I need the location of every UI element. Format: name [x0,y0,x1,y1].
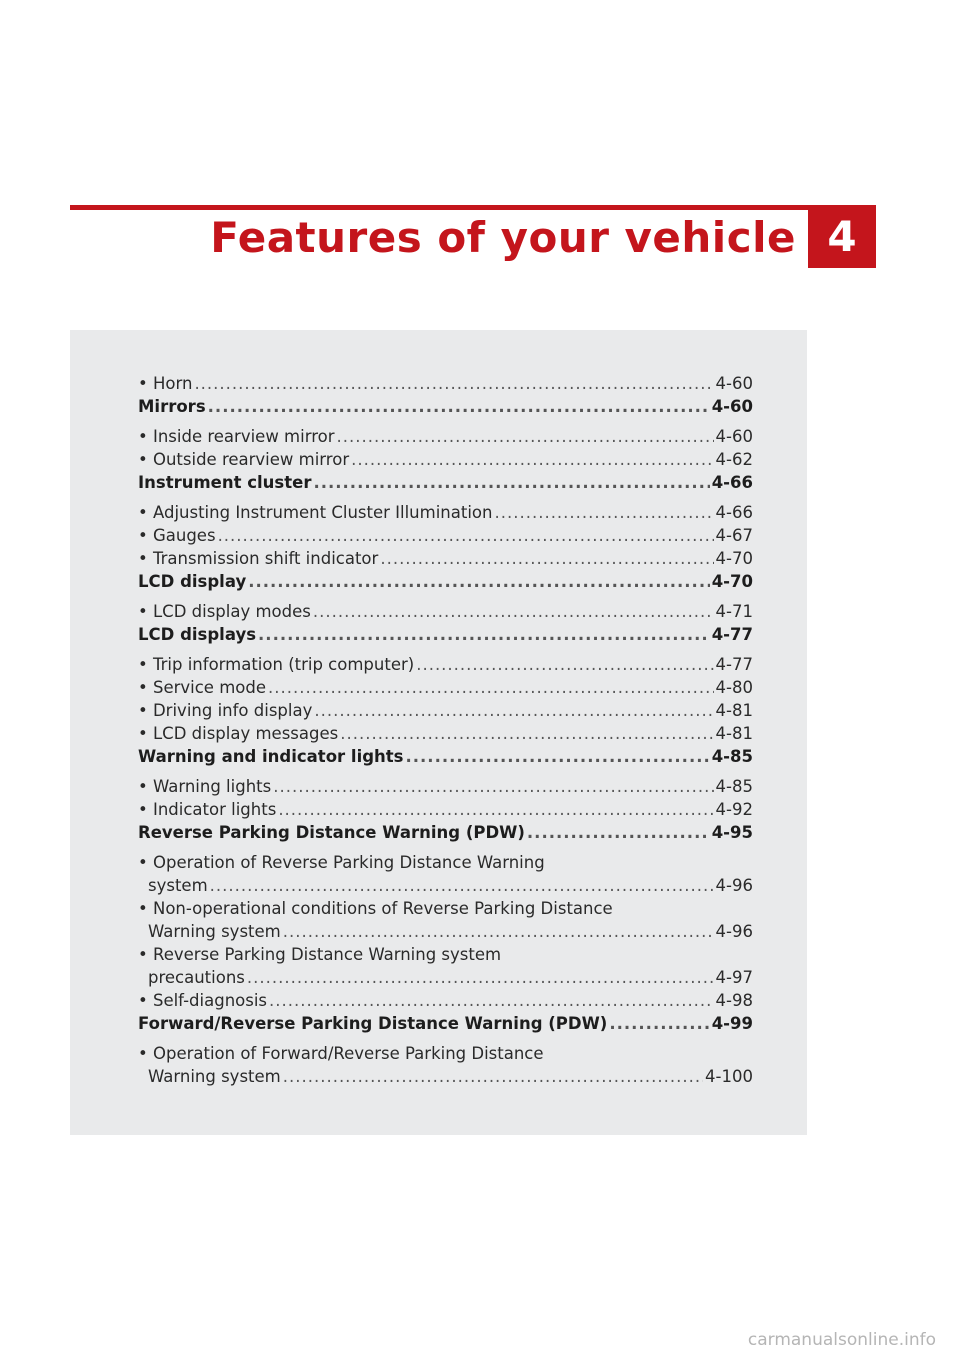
dot-leader [278,798,713,821]
toc-entry-label: • Operation of Reverse Parking Distance Warning [138,853,545,872]
toc-section-heading[interactable] [138,471,753,494]
chapter-number-badge: 4 [808,205,876,268]
toc-entry-page: 4-71 [715,602,753,621]
toc-entry-page: 4-60 [715,374,753,393]
toc-entry[interactable] [138,897,753,943]
dot-leader [273,775,713,798]
toc-entry-label: • Non-operational conditions of Reverse Parking Distance [138,899,613,918]
chapter-title: Features of your vehicle [210,213,796,262]
toc-entry-page: 4-67 [715,526,753,545]
toc-section-heading[interactable] [138,1012,753,1035]
toc-entry[interactable] [138,372,753,395]
toc-entry-page: 4-62 [715,450,753,469]
dot-leader [406,745,710,768]
toc-entry-page: 4-100 [705,1067,753,1086]
toc-entry-page: 4-70 [715,549,753,568]
dot-leader [208,395,710,418]
dot-leader [527,821,710,844]
toc-entry[interactable] [138,524,753,547]
toc-entry-page: 4-99 [711,1014,753,1033]
toc-entry-page: 4-85 [711,747,753,766]
toc-entry-continuation [138,920,753,943]
toc-entry[interactable] [138,547,753,570]
toc-entry-label: • Transmission shift indicator [138,549,379,568]
toc-entry-label: • Indicator lights [138,800,277,819]
toc-entry-label: Forward/Reverse Parking Distance Warning (PDW) [138,1014,608,1033]
dot-leader [268,676,714,699]
toc-entry-page: 4-60 [715,427,753,446]
dot-leader [247,966,714,989]
watermark: carmanualsonline.info [747,1330,936,1350]
dot-leader [283,1065,703,1088]
toc-entry-label: • Horn [138,374,193,393]
toc-entry-page: 4-97 [715,968,753,987]
toc-section-heading[interactable] [138,745,753,768]
toc-entry-page: 4-80 [715,678,753,697]
dot-leader [380,547,713,570]
dot-leader [416,653,713,676]
dot-leader [609,1012,709,1035]
toc-entry-label: • Outside rearview mirror [138,450,350,469]
toc-section-heading[interactable] [138,821,753,844]
toc-entry-label: • Inside rearview mirror [138,427,335,446]
toc-entry-label: • Reverse Parking Distance Warning system [138,945,502,964]
toc-entry-page: 4-70 [711,572,753,591]
toc-entry-label: • LCD display messages [138,724,339,743]
toc-entry-label: Reverse Parking Distance Warning (PDW) [138,823,525,842]
toc-entry-page: 4-95 [711,823,753,842]
dot-leader [313,471,709,494]
toc-entry[interactable] [138,943,753,989]
toc-entry-continuation [138,874,753,897]
dot-leader [351,448,713,471]
toc-entry[interactable] [138,989,753,1012]
toc-entry-continuation [138,966,753,989]
toc-entry-label: Mirrors [138,397,206,416]
dot-leader [337,425,714,448]
toc-entry[interactable] [138,1042,753,1088]
dot-leader [258,623,710,646]
toc-entry-label-continued: system [148,876,208,895]
dot-leader [210,874,714,897]
toc-entry-label: • Warning lights [138,777,272,796]
dot-leader [494,501,713,524]
toc-entry[interactable] [138,798,753,821]
toc-entry-label: Warning and indicator lights [138,747,404,766]
toc-entry-label: • Gauges [138,526,216,545]
toc-entry-page: 4-96 [715,922,753,941]
toc-entry-page: 4-98 [715,991,753,1010]
toc-entry[interactable] [138,722,753,745]
dot-leader [314,699,713,722]
toc-section-heading[interactable] [138,395,753,418]
toc-entry-label-continued: Warning system [148,922,281,941]
toc-entry-label: LCD displays [138,625,257,644]
toc-entry-page: 4-77 [711,625,753,644]
toc-entry-page: 4-85 [715,777,753,796]
toc-entry[interactable] [138,501,753,524]
toc-entry-label-continued: Warning system [148,1067,281,1086]
toc-entry-page: 4-66 [711,473,753,492]
toc-entry-label: Instrument cluster [138,473,312,492]
toc-entry-page: 4-81 [715,701,753,720]
table-of-contents [138,372,753,1088]
toc-entry-label: LCD display [138,572,247,591]
toc-entry-label: • LCD display modes [138,602,311,621]
toc-entry-label: • Trip information (trip computer) [138,655,415,674]
dot-leader [269,989,714,1012]
toc-entry-label: • Self-diagnosis [138,991,268,1010]
toc-entry-page: 4-96 [715,876,753,895]
toc-entry[interactable] [138,851,753,897]
toc-section-heading[interactable] [138,570,753,593]
toc-entry[interactable] [138,775,753,798]
toc-section-heading[interactable] [138,623,753,646]
toc-entry-label: • Driving info display [138,701,313,720]
toc-entry[interactable] [138,448,753,471]
toc-entry-page: 4-81 [715,724,753,743]
toc-entry[interactable] [138,699,753,722]
dot-leader [313,600,714,623]
toc-entry[interactable] [138,600,753,623]
dot-leader [340,722,713,745]
toc-entry-continuation [138,1065,753,1088]
toc-entry-label: • Service mode [138,678,266,697]
toc-entry-page: 4-77 [715,655,753,674]
toc-entry[interactable] [138,425,753,448]
dot-leader [248,570,710,593]
dot-leader [283,920,714,943]
toc-entry-label: • Adjusting Instrument Cluster Illumination [138,503,493,522]
toc-entry-page: 4-92 [715,800,753,819]
dot-leader [194,372,713,395]
toc-entry[interactable] [138,653,753,676]
toc-entry-label-continued: precautions [148,968,245,987]
toc-entry[interactable] [138,676,753,699]
dot-leader [218,524,714,547]
toc-entry-label: • Operation of Forward/Reverse Parking Distance [138,1044,544,1063]
toc-entry-page: 4-66 [715,503,753,522]
toc-entry-page: 4-60 [711,397,753,416]
